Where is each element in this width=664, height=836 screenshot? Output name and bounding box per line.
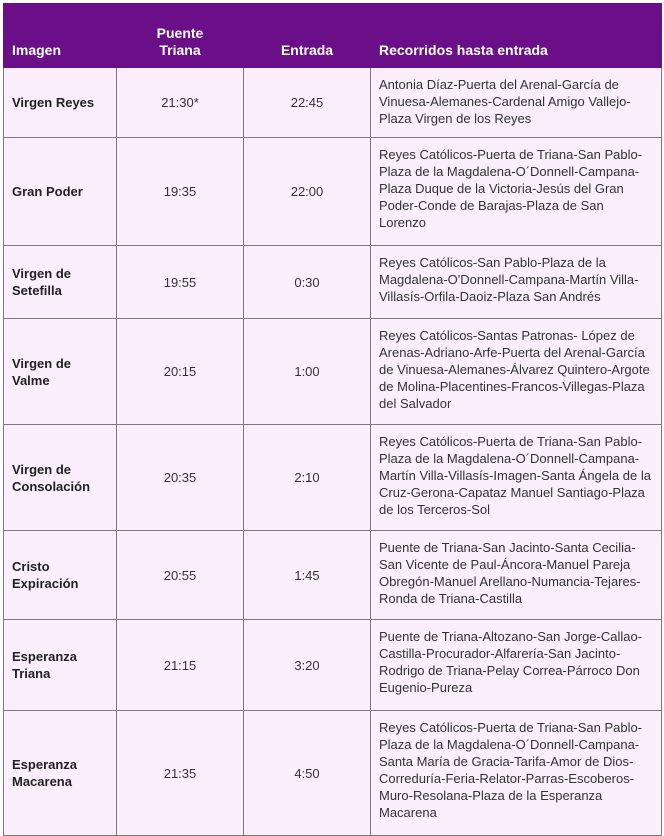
header-puente-line2: Triana [159,42,201,58]
cell-puente: 20:35 [117,425,244,531]
cell-entrada: 4:50 [244,711,371,836]
table-row [4,68,662,138]
cell-entrada: 1:00 [244,319,371,425]
table-row [4,620,662,711]
cell-imagen: Virgen de Valme [4,319,117,425]
table-row [4,319,662,425]
cell-entrada: 22:00 [244,138,371,246]
cell-imagen: Gran Poder [4,138,117,246]
cell-recorrido: Reyes Católicos-Puerta de Triana-San Pablo-Plaza de la Magdalena-O´Donnell-Campana-Plaza Duque de la Victoria-Jesús del Gran Poder-Conde de Barajas-Plaza de San Lorenzo [371,138,662,246]
cell-recorrido: Puente de Triana-Altozano-San Jorge-Callao-Castilla-Procurador-Alfarería-San Jacinto-Rodrigo de Triana-Pelay Correa-Párroco Don Eugenio-Pureza [371,620,662,711]
cell-entrada: 2:10 [244,425,371,531]
cell-puente: 19:55 [117,246,244,319]
header-puente-line1: Puente [156,25,204,41]
cell-entrada: 0:30 [244,246,371,319]
cell-imagen: Cristo Expiración [4,531,117,620]
cell-imagen: Virgen Reyes [4,68,117,138]
cell-recorrido: Reyes Católicos-Puerta de Triana-San Pablo-Plaza de la Magdalena-O´Donnell-Campana-Santa María de Gracia-Tarifa-Amor de Dios-Correduría-Feria-Relator-Parras-Escoberos-Muro-Resolana-Plaza de la Esperanza Macarena [371,711,662,836]
cell-entrada: 1:45 [244,531,371,620]
table-row [4,531,662,620]
cell-imagen: Virgen de Setefilla [4,246,117,319]
header-entrada: Entrada [244,4,371,68]
cell-imagen: Esperanza Macarena [4,711,117,836]
cell-entrada: 3:20 [244,620,371,711]
cell-recorrido: Reyes Católicos-Santas Patronas- López de Arenas-Adriano-Arfe-Puerta del Arenal-García de Vinuesa-Alemanes-Álvarez Quintero-Argote de Molina-Placentines-Francos-Villegas-Plaza del Salvador [371,319,662,425]
cell-puente: 21:15 [117,620,244,711]
table-row [4,711,662,836]
cell-recorrido: Puente de Triana-San Jacinto-Santa Cecilia-San Vicente de Paul-Áncora-Manuel Pareja Obregón-Manuel Arellano-Numancia-Tejares-Ronda de Triana-Castilla [371,531,662,620]
cell-puente: 19:35 [117,138,244,246]
cell-entrada: 22:45 [244,68,371,138]
header-puente-triana [117,4,244,68]
header-recorridos: Recorridos hasta entrada [371,4,662,68]
table-body [4,68,662,836]
cell-puente: 20:15 [117,319,244,425]
table-row [4,138,662,246]
header-row [4,4,662,68]
cell-imagen: Esperanza Triana [4,620,117,711]
table-row [4,246,662,319]
cell-recorrido: Reyes Católicos-Puerta de Triana-San Pablo-Plaza de la Magdalena-O´Donnell-Campana-Martín Villa-Villasís-Imagen-Santa Ángela de la Cruz-Gerona-Capataz Manuel Santiago-Plaza de los Terceros-Sol [371,425,662,531]
cell-recorrido: Antonia Díaz-Puerta del Arenal-García de Vinuesa-Alemanes-Cardenal Amigo Vallejo-Plaza Virgen de los Reyes [371,68,662,138]
cell-recorrido: Reyes Católicos-San Pablo-Plaza de la Magdalena-O'Donnell-Campana-Martín Villa-Villasís-Orfila-Daoiz-Plaza San Andrés [371,246,662,319]
table-header [4,4,662,68]
cell-puente: 21:35 [117,711,244,836]
cell-puente: 21:30* [117,68,244,138]
cell-puente: 20:55 [117,531,244,620]
header-imagen: Imagen [4,4,117,68]
procession-schedule-table [3,3,662,836]
table-row [4,425,662,531]
cell-imagen: Virgen de Consolación [4,425,117,531]
